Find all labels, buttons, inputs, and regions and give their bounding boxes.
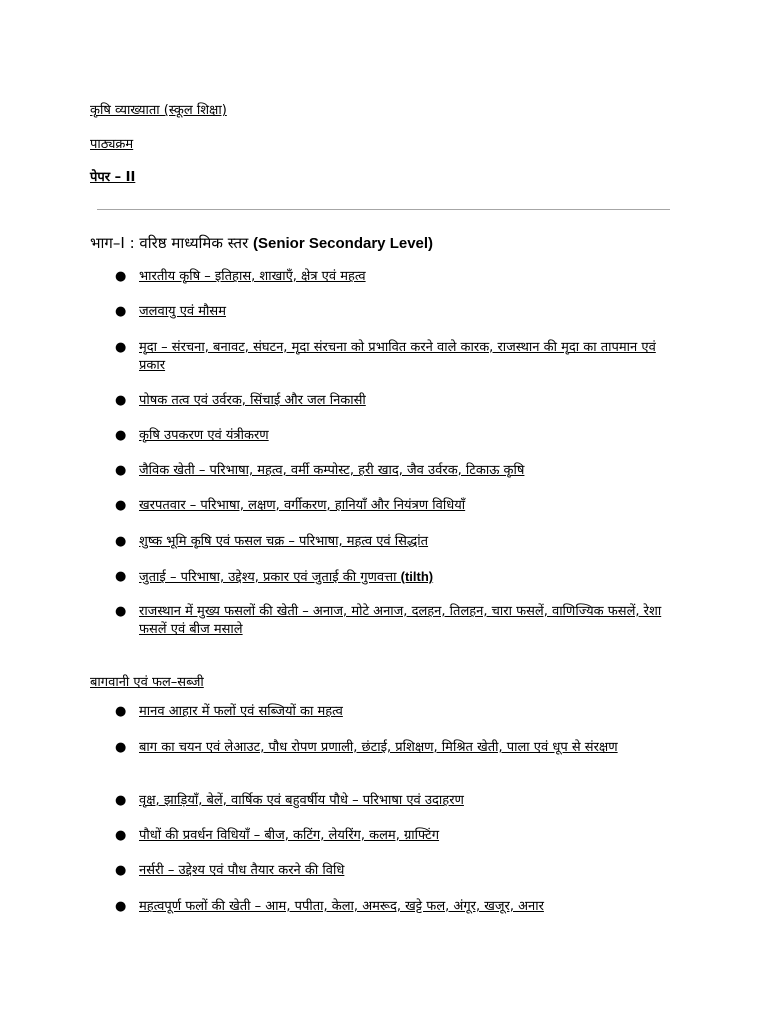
bullet-icon: ● (115, 740, 127, 755)
section-title-horticulture: बागवानी एवं फल–सब्जी (90, 675, 204, 690)
list-item-text: कृषि उपकरण एवं यंत्रीकरण (139, 428, 269, 443)
list-item-text: नर्सरी – उद्देश्य एवं पौध तैयार करने की विधि (139, 863, 345, 878)
list-item (115, 898, 675, 916)
list-item (115, 603, 675, 639)
list-item (115, 739, 675, 757)
bullet-icon: ● (115, 604, 127, 619)
list-item-text: पौधों की प्रवर्धन विधियाँ – बीज, कटिंग, लेयरिंग, कलम, ग्राफ्टिंग (139, 828, 440, 843)
list-item-text: पोषक तत्व एवं उर्वरक, सिंचाई और जल निकासी (139, 393, 366, 408)
list-item-text: जैविक खेती – परिभाषा, महत्व, वर्मी कम्पोस्ट, हरी खाद, जैव उर्वरक, टिकाऊ कृषि (139, 463, 525, 478)
section-title-part1 (90, 233, 433, 253)
bullet-icon: ● (115, 569, 127, 584)
list-item-text: महत्वपूर्ण फलों की खेती – आम, पपीता, केला, अमरूद, खट्टे फल, अंगूर, खजूर, अनार (139, 899, 544, 914)
section-title-english: (Senior Secondary Level) (252, 235, 434, 252)
list-item (115, 533, 675, 551)
bullet-icon: ● (115, 393, 127, 408)
list-item (115, 427, 675, 445)
bullet-icon: ● (115, 534, 127, 549)
header-line-syllabus: पाठ्यक्रम (90, 137, 134, 152)
list-item (115, 268, 675, 286)
paper-label: पेपर – II (90, 170, 136, 185)
list-item (115, 303, 675, 321)
bullet-icon: ● (115, 428, 127, 443)
list-item-text: शुष्क भूमि कृषि एवं फसल चक्र – परिभाषा, महत्व एवं सिद्धांत (139, 534, 429, 549)
list-item-text: भारतीय कृषि – इतिहास, शाखाएँ, क्षेत्र एवं महत्व (139, 269, 366, 284)
bullet-icon: ● (115, 863, 127, 878)
bullet-icon: ● (115, 704, 127, 719)
header-line-paper (90, 167, 135, 185)
list-item (115, 568, 675, 587)
list-item (115, 862, 675, 880)
list-item-text (139, 568, 675, 587)
bullet-icon: ● (115, 793, 127, 808)
list-item (115, 792, 675, 810)
bullet-icon: ● (115, 304, 127, 319)
tilth-term: (tilth) (400, 569, 434, 584)
list-item (115, 462, 675, 480)
bullet-icon: ● (115, 498, 127, 513)
list-item-text: मानव आहार में फलों एवं सब्जियों का महत्व (139, 704, 343, 719)
header-line-post: कृषि व्याख्याता (स्कूल शिक्षा) (90, 103, 227, 118)
bullet-icon: ● (115, 828, 127, 843)
list-item-text: जलवायु एवं मौसम (139, 304, 226, 319)
list-item-text: बाग का चयन एवं लेआउट, पौध रोपण प्रणाली, छंटाई, प्रशिक्षण, मिश्रित खेती, पाला एवं धूप से संरक्षण (139, 740, 618, 755)
list-item (115, 497, 675, 515)
list-item-text: मृदा – संरचना, बनावट, संघटन, मृदा संरचना को प्रभावित करने वाले कारक, राजस्थान की मृदा का तापमान एवं प्रकार (139, 340, 656, 373)
bullet-icon: ● (115, 463, 127, 478)
tillage-text: जुताई – परिभाषा, उद्देश्य, प्रकार एवं जुताई की गुणवत्ता (139, 570, 401, 585)
horizontal-rule (97, 209, 670, 210)
bullet-icon: ● (115, 899, 127, 914)
list-item-text: खरपतवार – परिभाषा, लक्षण, वर्गीकरण, हानियाँ और नियंत्रण विधियाँ (139, 498, 466, 513)
list-item (115, 703, 675, 721)
list-item (115, 339, 675, 375)
bullet-icon: ● (115, 269, 127, 284)
bullet-icon: ● (115, 340, 127, 355)
section-title-hindi: भाग–I : वरिष्ठ माध्यमिक स्तर (90, 234, 253, 252)
list-item (115, 392, 675, 410)
list-item-text: राजस्थान में मुख्य फसलों की खेती – अनाज, मोटे अनाज, दलहन, तिलहन, चारा फसलें, वाणिज्यिक फसलें, रेशा फसलें एवं बीज मसाले (139, 604, 662, 637)
list-item-text: वृक्ष, झाड़ियाँ, बेलें, वार्षिक एवं बहुवर्षीय पौधे – परिभाषा एवं उदाहरण (139, 793, 464, 808)
list-item (115, 827, 675, 845)
